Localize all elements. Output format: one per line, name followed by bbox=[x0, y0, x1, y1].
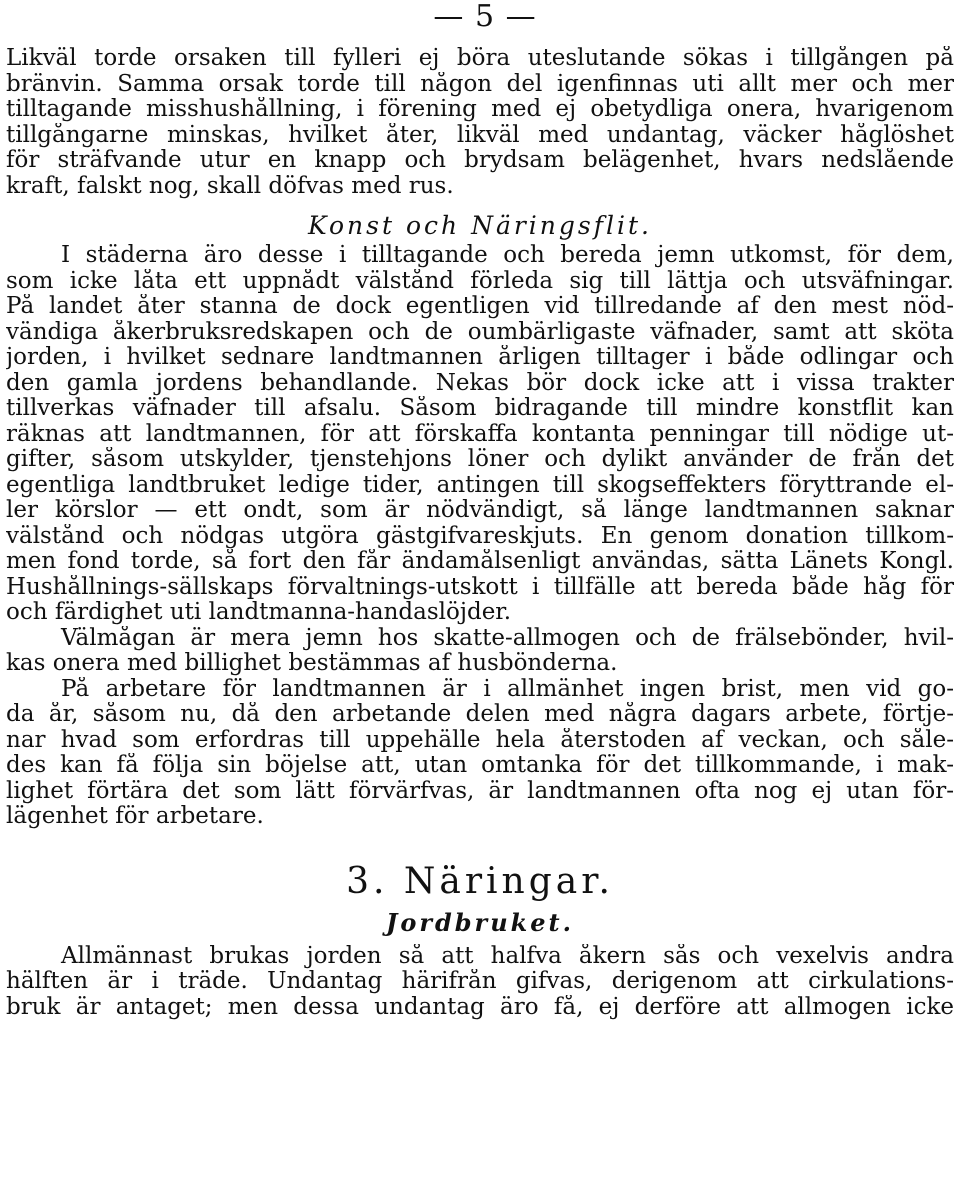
paragraph-konst bbox=[6, 243, 954, 626]
text-line: och färdighet uti landtmanna-handaslöjder. bbox=[6, 600, 512, 625]
text-line: tillverkas väfnader till afsalu. Såsom bidragande till mindre konstflit kan bbox=[6, 396, 954, 421]
text-line: Likväl torde orsaken till fylleri ej böra uteslutande sökas i tillgången på bbox=[6, 46, 954, 71]
text-line: Hushållnings-sällskaps förvaltnings-utskott i tillfälle att bereda både håg för bbox=[6, 574, 954, 600]
text-line: kraft, falskt nog, skall döfvas med rus. bbox=[6, 173, 454, 199]
text-line: välstånd och nödgas utgöra gästgifvareskjuts. En genom donation tillkom- bbox=[6, 523, 954, 549]
text-line: jorden, i hvilket sednare landtmannen årligen tilltager i både odlingar och bbox=[6, 345, 954, 370]
text-line: des kan få följa sin böjelse att, utan omtanka för det tillkommande, i mak- bbox=[6, 753, 954, 778]
text-line: nar hvad som erfordras till uppehälle hela återstoden af veckan, och såle- bbox=[6, 727, 954, 753]
text-line: lighet förtära det som lätt förvärfvas, är landtmannen ofta nog ej utan för- bbox=[6, 778, 954, 804]
text-line: Välmågan är mera jemn hos skatte-allmogen och de frälsebönder, hvil- bbox=[61, 625, 954, 651]
text-line: för sträfvande utur en knapp och brydsam belägenhet, hvars nedslående bbox=[6, 148, 954, 173]
page-number: — 5 — bbox=[433, 0, 537, 34]
text-line: egentliga landtbruket ledige tider, antingen till skogseffekters föryttrande el- bbox=[6, 472, 954, 498]
paragraph-valmagan bbox=[6, 626, 954, 677]
text-line: gifter, såsom utskylder, tjenstehjons löner och dylikt använder de från det bbox=[6, 447, 954, 472]
text-line: da år, såsom nu, då den arbetande delen med några dagars arbete, förtje- bbox=[6, 702, 954, 727]
text-line: tilltagande misshushållning, i förening med ej obetydliga onera, hvarigenom bbox=[6, 97, 954, 122]
chapter-heading: 3. Näringar. bbox=[346, 860, 614, 902]
section-heading-konst: Konst och Näringsflit. bbox=[308, 211, 652, 240]
text-line: kas onera med billighet bestämmas af husbönderna. bbox=[6, 651, 618, 676]
text-line: På landet åter stanna de dock egentligen vid tillredande af den mest nöd- bbox=[6, 294, 954, 319]
text-line: tillgångarne minskas, hvilket åter, likväl med undantag, väcker håglöshet bbox=[6, 122, 954, 148]
text-line: räknas att landtmannen, för att förskaffa kontanta penningar till nödige ut- bbox=[6, 421, 954, 447]
text-line: vändiga åkerbruksredskapen och de oumbärligaste väfnader, samt att sköta bbox=[6, 319, 954, 345]
text-line: bränvin. Samma orsak torde till någon del igenfinnas uti allt mer och mer bbox=[6, 71, 954, 97]
text-line: ler körslor — ett ondt, som är nödvändigt, så länge landtmannen saknar bbox=[6, 498, 954, 523]
text-line: I städerna äro desse i tilltagande och bereda jemn utkomst, för dem, bbox=[61, 243, 954, 268]
text-line: men fond torde, så fort den får ändamålsenligt användas, sätta Länets Kongl. bbox=[6, 549, 954, 574]
text-line: hälften är i träde. Undantag härifrån gifvas, derigenom att cirkulations- bbox=[6, 969, 954, 994]
text-line: som icke låta ett uppnådt välstånd förleda sig till lättja och utsväfningar. bbox=[6, 268, 954, 294]
text-line: bruk är antaget; men dessa undantag äro få, ej derföre att allmogen icke bbox=[6, 994, 954, 1020]
page-header bbox=[0, 0, 960, 34]
page-body bbox=[6, 46, 954, 1020]
text-line: lägenhet för arbetare. bbox=[6, 804, 264, 829]
section-heading-jordbruket: Jordbruket. bbox=[385, 907, 574, 937]
paragraph-arbetare bbox=[6, 677, 954, 830]
text-line: På arbetare för landtmannen är i allmänhet ingen brist, men vid go- bbox=[61, 676, 954, 702]
text-line: Allmännast brukas jorden så att halfva åkern sås och vexelvis andra bbox=[61, 943, 954, 969]
paragraph-intro bbox=[6, 46, 954, 199]
paragraph-jordbruket bbox=[6, 944, 954, 1021]
text-line: den gamla jordens behandlande. Nekas bör dock icke att i vissa trakter bbox=[6, 370, 954, 396]
